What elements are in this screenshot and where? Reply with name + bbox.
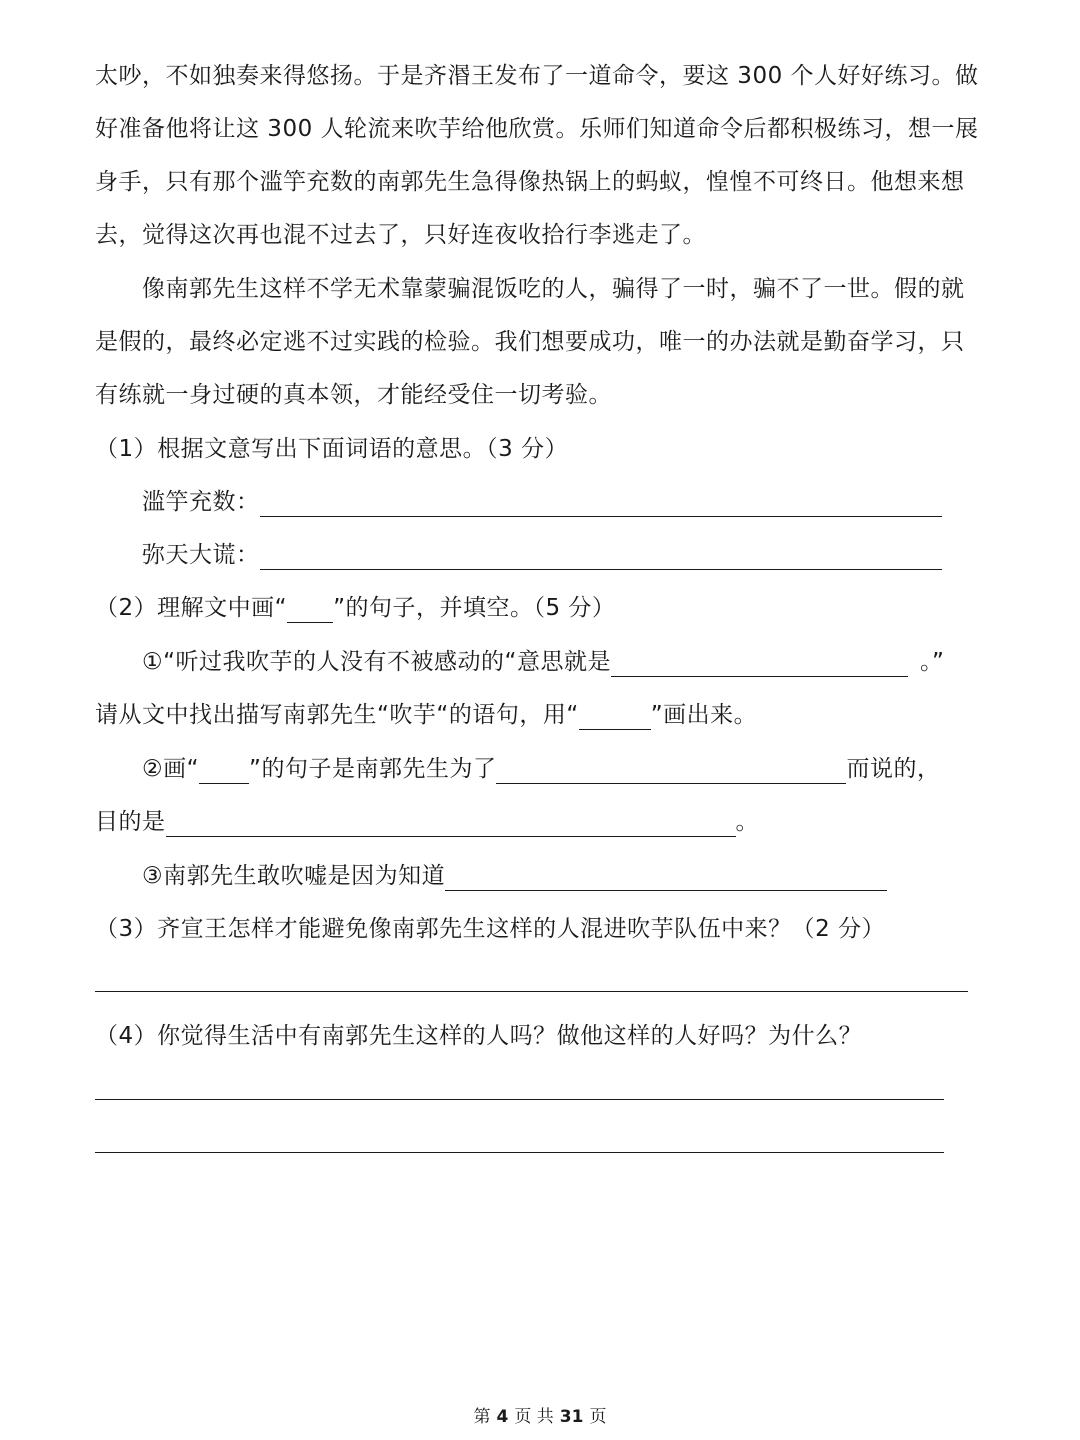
question-1-term-2	[142, 535, 942, 575]
item-text: 。	[735, 809, 759, 835]
prompt-text: （2）理解文中画“	[95, 595, 288, 621]
page-footer	[0, 1405, 1080, 1429]
passage-line: 有练就一身过硬的真本领，才能经受住一切考验。	[95, 382, 612, 408]
passage-line: 像南郭先生这样不学无术靠蒙骗混饭吃的人，骗得了一时，骗不了一世。假的就	[142, 276, 965, 302]
item-text: 目的是	[95, 809, 166, 835]
question-1-prompt: （1）根据文意写出下面词语的意思。（3 分）	[95, 436, 569, 462]
question-2-item-2-cont	[95, 802, 759, 842]
answer-blank[interactable]	[260, 539, 942, 570]
passage-line: 太吵，不如独奏来得悠扬。于是齐湣王发布了一道命令，要这 300 个人好好练习。做	[95, 63, 979, 89]
question-3-prompt: （3）齐宣王怎样才能避免像南郭先生这样的人混进吹芋队伍中来？（2 分）	[95, 916, 886, 942]
answer-blank[interactable]	[611, 646, 908, 677]
passage-line: 好准备他将让这 300 人轮流来吹芋给他欣赏。乐师们知道命令后都积极练习，想一展	[95, 116, 979, 142]
footer-middle: 页 共	[514, 1407, 554, 1427]
answer-line[interactable]	[95, 1152, 944, 1153]
answer-line[interactable]	[95, 991, 968, 992]
question-2-prompt	[95, 588, 615, 628]
item-text: ”的句子是南郭先生为了	[249, 756, 497, 782]
question-1-term-1	[142, 482, 942, 522]
page-number: 4	[496, 1407, 509, 1427]
prompt-text: ”的句子，并填空。（5 分）	[333, 595, 616, 621]
item-text: ①“听过我吹芋的人没有不被感动的“意思就是	[142, 649, 611, 675]
footer-prefix: 第	[473, 1407, 491, 1427]
underline-sample	[579, 699, 651, 730]
answer-blank[interactable]	[166, 806, 736, 837]
item-text: 。”	[919, 649, 945, 675]
answer-blank[interactable]	[260, 486, 942, 517]
question-2-item-1	[142, 642, 944, 682]
item-text: ”画出来。	[650, 702, 758, 728]
underline-sample	[199, 753, 249, 784]
footer-suffix: 页	[589, 1407, 607, 1427]
question-2-item-2	[142, 749, 940, 789]
question-2-item-3	[142, 856, 887, 896]
item-text: 请从文中找出描写南郭先生“吹芋“的语句，用“	[95, 702, 579, 728]
passage-line: 身手，只有那个滥竽充数的南郭先生急得像热锅上的蚂蚁，惶惶不可终日。他想来想	[95, 169, 965, 195]
question-2-item-1-cont	[95, 695, 757, 735]
passage-line: 去，觉得这次再也混不过去了，只好连夜收拾行李逃走了。	[95, 222, 706, 248]
term-label: 弥天大谎：	[142, 542, 260, 568]
total-pages: 31	[559, 1407, 584, 1427]
item-text: ②画“	[142, 756, 200, 782]
underline-sample	[287, 592, 333, 623]
passage-line: 是假的，最终必定逃不过实践的检验。我们想要成功，唯一的办法就是勤奋学习，只	[95, 329, 965, 355]
answer-blank[interactable]	[445, 860, 887, 891]
answer-blank[interactable]	[496, 753, 846, 784]
question-4-prompt: （4）你觉得生活中有南郭先生这样的人吗？做他这样的人好吗？为什么？	[95, 1023, 863, 1049]
item-text: ③南郭先生敢吹嘘是因为知道	[142, 863, 446, 889]
item-text: 而说的，	[846, 756, 941, 782]
answer-line[interactable]	[95, 1099, 944, 1100]
term-label: 滥竽充数：	[142, 489, 260, 515]
